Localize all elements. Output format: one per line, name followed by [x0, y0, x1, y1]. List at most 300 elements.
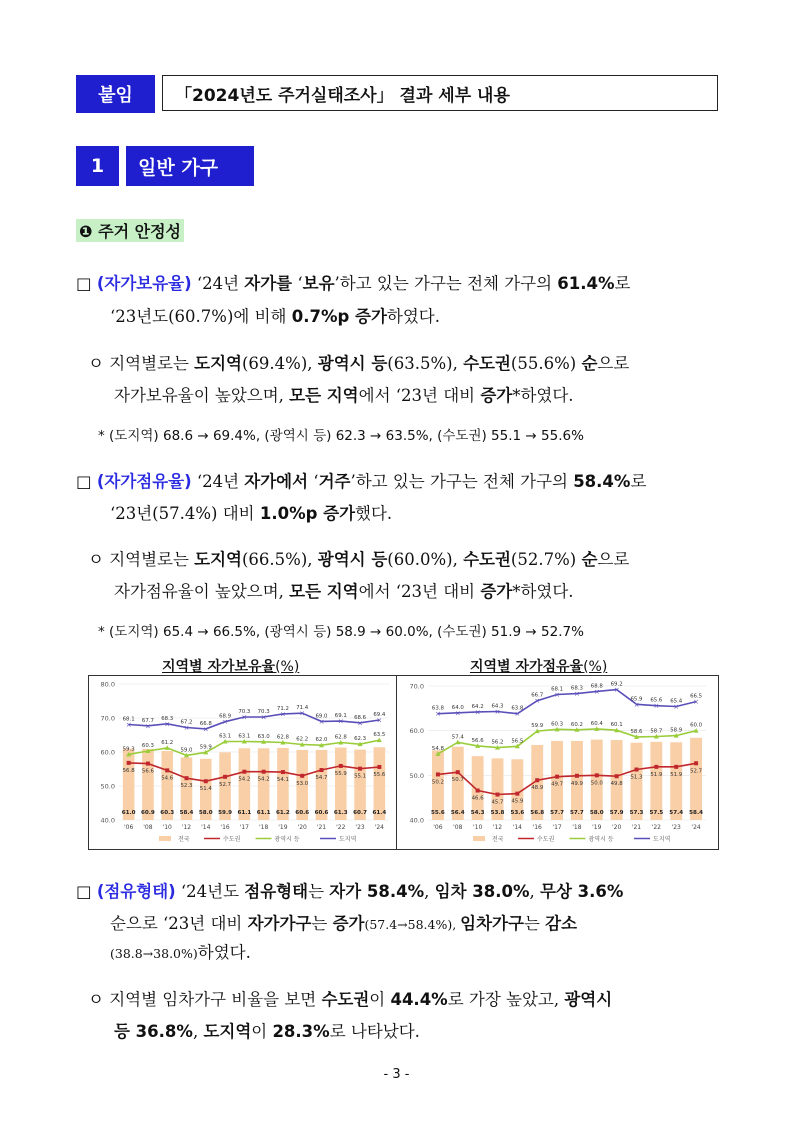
text: 로: [630, 472, 647, 491]
topic-tag: (점유형태): [96, 882, 176, 901]
series-point: [339, 764, 343, 768]
bar-value-label: 57.7: [550, 810, 564, 816]
chart-title-occupancy: [470, 656, 607, 676]
chart-title-text: 지역별 자가점유율: [470, 659, 584, 675]
bar-value-label: 58.4: [689, 810, 703, 816]
point-value-label: 52.7: [690, 768, 703, 775]
point-value-label: 65.9: [630, 696, 643, 703]
series-point: [515, 792, 519, 796]
paragraph-tenure-line3: [110, 942, 251, 965]
series-point: [575, 774, 579, 778]
point-value-label: 51.9: [650, 771, 663, 778]
series-point: ×: [573, 690, 580, 699]
series-point: ×: [222, 718, 229, 727]
point-value-label: 50.7: [451, 777, 464, 784]
point-value-label: 68.9: [219, 713, 232, 720]
occupancy-chart: [398, 676, 718, 849]
point-value-label: 54.2: [238, 776, 251, 783]
charts-divider: [396, 676, 397, 849]
x-tick-label: '18: [572, 824, 582, 831]
text: 하였다.: [386, 307, 440, 326]
checkbox-square-icon: □: [76, 882, 92, 901]
bullet-tenure-region-line2: [114, 1021, 420, 1043]
point-value-label: 59.3: [122, 746, 135, 753]
series-point: [262, 770, 266, 774]
series-point: [496, 793, 500, 797]
x-tick-label: '19: [278, 824, 288, 831]
bullet-ownership-region-line1: [88, 353, 629, 375]
bar: [611, 740, 623, 820]
series-point: [185, 776, 189, 780]
bold-text: 도지역: [194, 354, 242, 373]
bar-value-label: 60.9: [141, 810, 155, 816]
point-value-label: 66.5: [690, 693, 703, 700]
y-tick-label: 60.0: [409, 727, 424, 736]
text: (63.5%),: [387, 354, 464, 373]
point-value-label: 54.8: [431, 745, 444, 752]
point-value-label: 64.2: [471, 703, 484, 710]
legend-label: 도지역: [339, 836, 357, 843]
point-value-label: 55.9: [334, 770, 347, 777]
bold-value: 임차 38.0%: [434, 882, 530, 901]
x-tick-label: '08: [143, 824, 153, 831]
x-tick-label: '22: [336, 824, 346, 831]
point-value-label: 52.3: [180, 783, 193, 790]
x-tick-label: '12: [181, 824, 192, 831]
text: 했다.: [355, 504, 393, 523]
paragraph-ownership-line2: [110, 306, 440, 328]
page-number: - 3 -: [383, 1067, 410, 1082]
bar-value-label: 59.9: [218, 810, 232, 816]
bold-text: 모든 지역: [289, 582, 359, 601]
attachment-badge: 붙임: [76, 75, 155, 113]
series-point: ×: [554, 690, 561, 699]
bold-text: 모든 지역: [289, 386, 359, 405]
series-point: [635, 768, 639, 772]
bar-value-label: 58.0: [198, 810, 213, 816]
bold-text: 수도권: [321, 990, 370, 1009]
series-point: [654, 765, 658, 769]
point-value-label: 69.1: [334, 713, 347, 720]
bold-text: 자가를: [244, 274, 293, 293]
y-tick-label: 50.0: [409, 771, 424, 780]
text: 지역별 임차가구 비율을 보면: [109, 990, 322, 1009]
x-tick-label: '14: [512, 824, 523, 831]
bold-text: 감소: [545, 914, 578, 933]
point-value-label: 46.6: [471, 795, 484, 802]
point-value-label: 58.6: [630, 728, 643, 735]
bar-value-label: 60.6: [295, 810, 310, 816]
bold-value: 1.0%p 증가: [259, 504, 356, 523]
bold-value: 58.4%: [573, 472, 631, 491]
point-value-label: 67.7: [141, 717, 154, 724]
series-point: ×: [337, 717, 344, 726]
bold-text: 보유: [302, 274, 335, 293]
text: 이: [369, 990, 391, 1009]
series-point: ×: [494, 707, 501, 716]
bold-text: 증가: [480, 386, 513, 405]
series-point: ×: [202, 725, 209, 734]
text: 으로: [597, 354, 630, 373]
text: 순으로 ‘23년 대비: [110, 914, 248, 933]
x-tick-label: '16: [220, 824, 230, 831]
series-point: [476, 789, 480, 793]
point-value-label: 64.0: [451, 704, 464, 711]
y-tick-label: 60.0: [100, 748, 115, 757]
point-value-label: 69.4: [373, 712, 386, 719]
paragraph-tenure-line1: [76, 881, 623, 903]
point-value-label: 59.0: [180, 747, 193, 754]
text: 이: [251, 1022, 273, 1041]
bar-value-label: 58.0: [589, 810, 604, 816]
point-value-label: 68.1: [122, 716, 135, 723]
y-tick-label: 80.0: [100, 680, 115, 689]
small-text: (57.4→58.4%),: [364, 917, 461, 932]
point-value-label: 57.4: [451, 734, 464, 741]
point-value-label: 49.7: [551, 781, 564, 788]
bar-value-label: 61.1: [256, 810, 271, 816]
text: ,: [424, 882, 435, 901]
bar-value-label: 61.3: [333, 810, 348, 816]
point-value-label: 60.2: [570, 721, 583, 728]
series-point: [555, 775, 559, 779]
subsection-title: [76, 219, 184, 242]
chart-title-ownership: [162, 656, 299, 676]
point-value-label: 56.8: [122, 767, 135, 774]
legend-label: 수도권: [223, 836, 241, 843]
bold-text: 순: [581, 354, 598, 373]
point-value-label: 60.3: [141, 742, 154, 749]
x-tick-label: '23: [355, 824, 365, 831]
x-tick-label: '21: [631, 824, 642, 831]
bar: [670, 742, 682, 820]
series-point: [674, 765, 678, 769]
point-value-label: 54.7: [315, 775, 328, 782]
point-value-label: 61.2: [161, 739, 174, 746]
bar: [690, 738, 702, 820]
bold-text: 광역시 등: [317, 550, 388, 569]
subsection-label: 주거 안정성: [98, 222, 181, 241]
point-value-label: 62.2: [296, 736, 309, 743]
point-value-label: 54.1: [276, 777, 289, 784]
bar-value-label: 54.3: [470, 810, 485, 816]
bar-value-label: 60.7: [353, 810, 367, 816]
bold-text: 광역시: [564, 990, 613, 1009]
text: ‘: [308, 472, 319, 491]
series-point: [456, 770, 460, 774]
text: *하였다.: [512, 386, 574, 405]
text: (52.7%): [510, 550, 582, 569]
x-tick-label: '20: [611, 824, 622, 831]
bar-value-label: 60.3: [160, 810, 175, 816]
series-point: ×: [673, 703, 680, 712]
legend-swatch: [473, 836, 485, 841]
text: 으로: [597, 550, 630, 569]
paragraph-tenure-line2: [110, 913, 577, 936]
bold-text: 거주: [318, 472, 351, 491]
text: ‘24년: [191, 472, 245, 491]
point-value-label: 45.7: [491, 799, 504, 806]
checkbox-square-icon: □: [76, 472, 92, 491]
x-tick-label: '21: [316, 824, 327, 831]
bar-value-label: 56.4: [450, 810, 465, 816]
circle-bullet-icon: ㅇ: [88, 990, 104, 1009]
point-value-label: 49.9: [570, 780, 583, 787]
x-tick-label: '22: [651, 824, 662, 831]
series-point: ×: [593, 687, 600, 696]
text: (69.4%),: [241, 354, 318, 373]
bullet-ownership-region-line2: [114, 385, 574, 407]
text: 자가점유율이 높았으며,: [114, 582, 290, 601]
bold-value: 44.4%: [390, 990, 448, 1009]
bar: [452, 747, 464, 820]
series-point: ×: [241, 713, 248, 722]
circle-bullet-icon: ㅇ: [88, 354, 104, 373]
text: 는: [523, 914, 546, 933]
bar-value-label: 57.3: [629, 810, 644, 816]
topic-tag: (자가보유율): [96, 274, 192, 293]
text: 는: [311, 914, 333, 933]
bar-value-label: 61.2: [276, 810, 290, 816]
chart-title-unit: (%): [583, 659, 608, 675]
bold-text: 증가: [332, 914, 365, 933]
paragraph-ownership-line1: [76, 273, 630, 295]
series-point: ×: [693, 698, 700, 707]
bar-value-label: 60.6: [314, 810, 329, 816]
point-value-label: 66.7: [531, 692, 544, 699]
series-point: ×: [514, 710, 521, 719]
x-tick-label: '17: [239, 824, 250, 831]
point-value-label: 54.6: [161, 775, 174, 782]
point-value-label: 62.3: [354, 736, 367, 743]
point-value-label: 59.9: [199, 744, 212, 751]
point-value-label: 52.7: [219, 781, 232, 788]
bar-value-label: 55.6: [431, 810, 445, 816]
x-tick-label: '24: [691, 824, 701, 831]
x-tick-label: '16: [532, 824, 542, 831]
series-point: [595, 773, 599, 777]
topic-tag: (자가점유율): [96, 472, 192, 491]
series-point: [694, 761, 698, 765]
y-tick-label: 40.0: [409, 816, 424, 825]
x-tick-label: '20: [297, 824, 307, 831]
bold-value: 61.4%: [557, 274, 615, 293]
legend-label: 도지역: [653, 836, 671, 843]
point-value-label: 65.6: [650, 697, 663, 704]
point-value-label: 60.1: [610, 722, 623, 729]
text: (60.0%),: [387, 550, 464, 569]
text: ‘: [292, 274, 303, 293]
x-tick-label: '14: [201, 824, 211, 831]
series-point: [223, 775, 227, 779]
series-point: [127, 761, 131, 765]
point-value-label: 56.5: [511, 738, 524, 745]
series-point: [615, 774, 619, 778]
series-point: ×: [454, 709, 461, 718]
y-tick-label: 40.0: [100, 816, 115, 825]
point-value-label: 63.0: [257, 733, 270, 740]
x-tick-label: '23: [671, 824, 681, 831]
text: 는: [308, 882, 330, 901]
bold-value: 무상 3.6%: [540, 882, 624, 901]
point-value-label: 69.2: [610, 681, 623, 688]
legend-label: 광역시 등: [588, 836, 614, 843]
point-value-label: 68.3: [570, 685, 583, 692]
legend-swatch: [159, 836, 171, 841]
point-value-label: 62.8: [334, 734, 347, 741]
text: ‘23년(57.4%) 대비: [110, 504, 260, 523]
point-value-label: 60.4: [590, 720, 603, 727]
point-value-label: 51.4: [199, 786, 212, 793]
legend-label: 수도권: [537, 836, 555, 843]
x-tick-label: '10: [472, 824, 483, 831]
point-value-label: 56.6: [141, 768, 154, 775]
series-point: ×: [613, 686, 620, 695]
series-point: ×: [653, 702, 660, 711]
point-value-label: 63.5: [373, 732, 386, 739]
bar: [631, 743, 643, 820]
x-tick-label: '10: [162, 824, 172, 831]
series-point: [242, 770, 246, 774]
x-tick-label: '19: [592, 824, 602, 831]
point-value-label: 49.8: [610, 781, 623, 788]
text: 로 가장 높았고,: [447, 990, 565, 1009]
chart-title-unit: (%): [275, 659, 300, 675]
point-value-label: 68.1: [551, 686, 564, 693]
point-value-label: 54.2: [257, 776, 270, 783]
point-value-label: 50.0: [590, 780, 603, 787]
series-point: ×: [144, 722, 151, 731]
circle-bullet-icon: ㅇ: [88, 550, 104, 569]
bold-text: 수도권: [463, 550, 511, 569]
point-value-label: 55.1: [354, 773, 367, 780]
point-value-label: 66.8: [199, 720, 212, 727]
text: 에서 ‘23년 대비: [358, 582, 481, 601]
legend-label: 전국: [492, 836, 504, 843]
series-point: ×: [260, 713, 267, 722]
series-point: ×: [318, 717, 325, 726]
legend-label: 광역시 등: [274, 836, 300, 843]
text: 로: [614, 274, 631, 293]
point-value-label: 71.2: [276, 705, 289, 712]
series-point: [377, 765, 381, 769]
point-value-label: 45.9: [511, 798, 524, 805]
point-value-label: 58.9: [670, 727, 683, 734]
point-value-label: 68.8: [590, 683, 603, 690]
series-point: ×: [125, 720, 132, 729]
bold-text: 도지역: [203, 1022, 252, 1041]
bar-value-label: 57.4: [669, 810, 684, 816]
point-value-label: 70.3: [238, 708, 251, 715]
x-tick-label: '06: [123, 824, 134, 831]
bar-value-label: 61.1: [237, 810, 252, 816]
bold-text: 광역시 등: [317, 354, 388, 373]
numbered-bullet-icon: ❶: [79, 222, 93, 241]
bar-value-label: 61.4: [372, 810, 387, 816]
x-tick-label: '08: [453, 824, 463, 831]
legend-label: 전국: [178, 836, 190, 843]
text: ,: [529, 882, 540, 901]
point-value-label: 48.9: [531, 785, 544, 792]
text: 에서 ‘23년 대비: [358, 386, 481, 405]
text: ‘23년도(60.7%)에 비해: [110, 307, 292, 326]
bold-value: 28.3%: [272, 1022, 330, 1041]
series-point: [320, 768, 324, 772]
point-value-label: 64.3: [491, 703, 504, 710]
bar-value-label: 53.6: [510, 810, 525, 816]
bar-value-label: 58.4: [179, 810, 194, 816]
text: ‘24년: [191, 274, 245, 293]
series-point: ×: [279, 710, 286, 719]
series-point: [281, 770, 285, 774]
text: 하였다.: [197, 943, 251, 962]
series-point: [146, 762, 150, 766]
bullet-occupancy-region-line1: [88, 549, 629, 571]
footnote-ownership: * (도지역) 68.6 → 69.4%, (광역시 등) 62.3 → 63.5%, (수도권) 55.1 → 55.6%: [98, 428, 584, 444]
bullet-tenure-region-line1: [88, 989, 612, 1011]
point-value-label: 50.2: [431, 779, 444, 786]
text: ’하고 있는 가구는 전체 가구의: [334, 274, 558, 293]
paragraph-occupancy-line1: [76, 471, 646, 493]
bar-value-label: 57.5: [649, 810, 664, 816]
series-point: [436, 772, 440, 776]
point-value-label: 68.6: [354, 714, 367, 721]
text: 자가보유율이 높았으며,: [114, 386, 290, 405]
section-title: 일반 가구: [126, 146, 254, 186]
point-value-label: 70.3: [257, 708, 270, 715]
point-value-label: 68.3: [161, 715, 174, 722]
point-value-label: 63.1: [238, 733, 251, 740]
x-tick-label: '18: [258, 824, 269, 831]
point-value-label: 60.3: [551, 721, 564, 728]
series-point: ×: [376, 716, 383, 725]
point-value-label: 55.6: [373, 771, 386, 778]
y-tick-label: 70.0: [409, 682, 424, 691]
series-point: ×: [434, 710, 441, 719]
series-point: ×: [633, 700, 640, 709]
text: *하였다.: [512, 582, 574, 601]
series-point: ×: [534, 697, 541, 706]
x-tick-label: '17: [552, 824, 562, 831]
point-value-label: 58.7: [650, 728, 663, 735]
bold-text: 자가에서: [244, 472, 309, 491]
point-value-label: 62.0: [315, 737, 328, 744]
series-point: [300, 774, 304, 778]
document-title: 「2024년도 주거실태조사」 결과 세부 내용: [162, 75, 718, 111]
bold-text: 증가: [480, 582, 513, 601]
text: 로 나타났다.: [329, 1022, 420, 1041]
bar-value-label: 57.7: [570, 810, 584, 816]
series-point: [358, 767, 362, 771]
text: 지역별로는: [109, 354, 195, 373]
point-value-label: 71.4: [296, 705, 309, 712]
text: (66.5%),: [241, 550, 318, 569]
series-point: [165, 768, 169, 772]
small-text: (38.8→38.0%): [110, 946, 198, 961]
bullet-occupancy-region-line2: [114, 581, 574, 603]
point-value-label: 63.8: [511, 705, 524, 712]
series-point: ×: [183, 724, 190, 733]
section-number: 1: [76, 146, 119, 186]
point-value-label: 63.8: [431, 705, 444, 712]
bar-value-label: 56.8: [530, 810, 545, 816]
text: ‘24년도: [175, 882, 245, 901]
bold-value: 자가 58.4%: [329, 882, 425, 901]
series-point: [535, 778, 539, 782]
bold-value: 0.7%p 증가: [291, 307, 387, 326]
text: (55.6%): [510, 354, 582, 373]
chart-title-text: 지역별 자가보유율: [162, 659, 276, 675]
